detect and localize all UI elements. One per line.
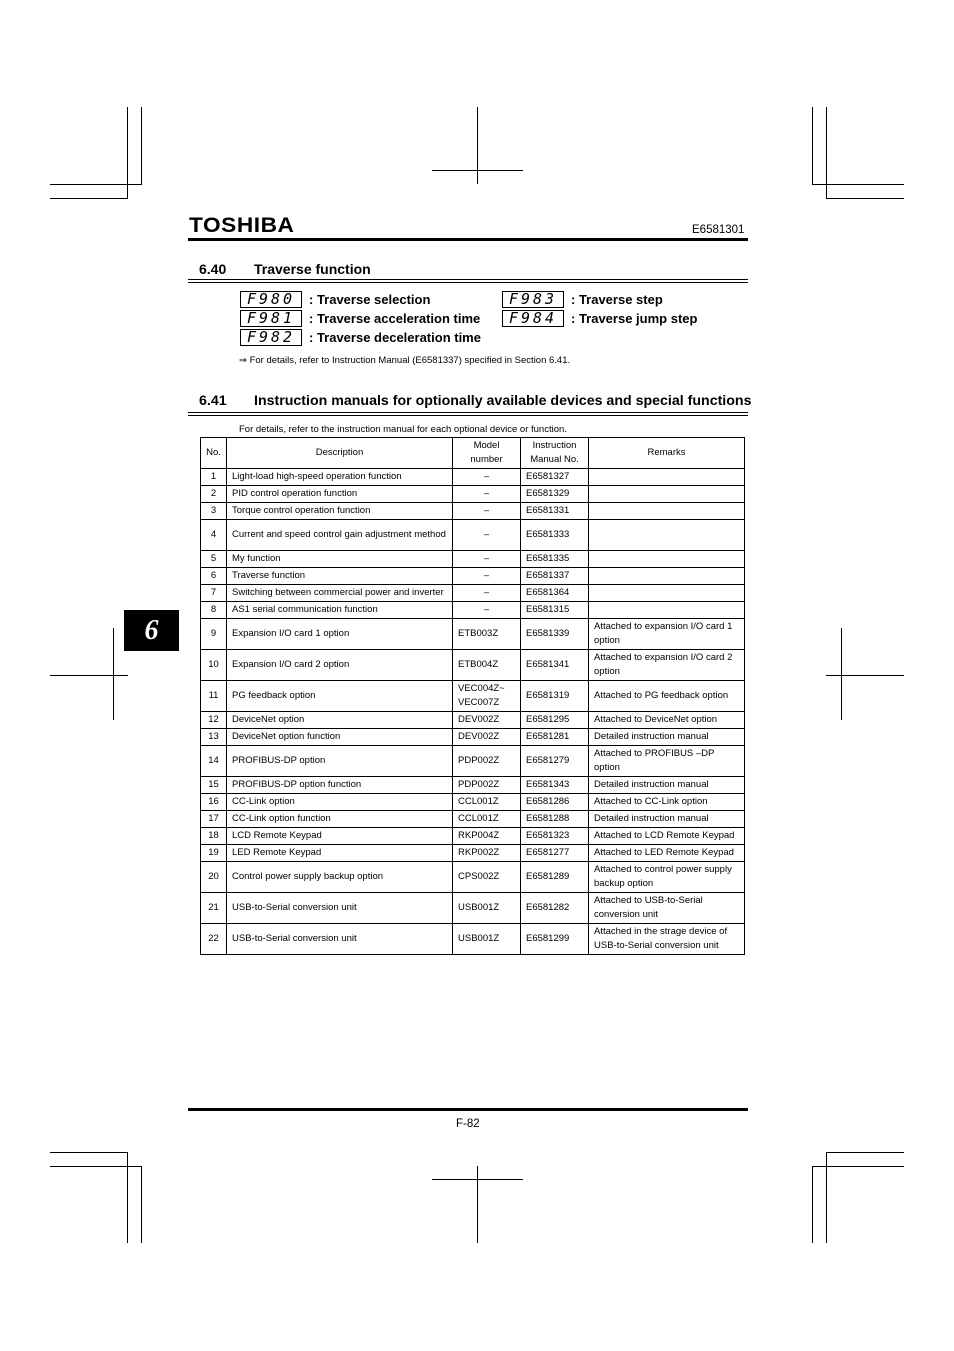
col-header-remarks: Remarks (589, 438, 745, 469)
cell-model: ETB004Z (453, 650, 521, 681)
cell-remarks: Attached in the strage device of USB-to-Serial conversion unit (589, 924, 745, 955)
cell-model: – (453, 602, 521, 619)
table-row (201, 845, 745, 862)
table-row (201, 712, 745, 729)
cell-no: 4 (201, 520, 227, 551)
cell-model: ETB003Z (453, 619, 521, 650)
cell-remarks (589, 486, 745, 503)
cell-model: – (453, 585, 521, 602)
section-640-title: Traverse function (254, 261, 371, 277)
cell-remarks: Attached to LED Remote Keypad (589, 845, 745, 862)
cell-remarks (589, 602, 745, 619)
cell-model: RKP004Z (453, 828, 521, 845)
cell-model: – (453, 520, 521, 551)
cell-manual: E6581286 (521, 794, 589, 811)
cell-description: PROFIBUS-DP option function (227, 777, 453, 794)
cell-remarks: Detailed instruction manual (589, 729, 745, 746)
cell-manual: E6581339 (521, 619, 589, 650)
cell-no: 18 (201, 828, 227, 845)
param-label-f982: : Traverse deceleration time (309, 330, 481, 345)
cell-no: 21 (201, 893, 227, 924)
section-640-heading (199, 261, 371, 277)
cell-manual: E6581277 (521, 845, 589, 862)
cell-remarks (589, 520, 745, 551)
table-row (201, 650, 745, 681)
cell-manual: E6581279 (521, 746, 589, 777)
cell-description: Traverse function (227, 568, 453, 585)
cell-remarks: Attached to LCD Remote Keypad (589, 828, 745, 845)
param-label-f981: : Traverse acceleration time (309, 311, 481, 326)
table-row (201, 893, 745, 924)
cell-remarks (589, 568, 745, 585)
cell-remarks (589, 551, 745, 568)
cell-remarks: Attached to expansion I/O card 1 option (589, 619, 745, 650)
cell-description: CC-Link option function (227, 811, 453, 828)
cell-model: – (453, 568, 521, 585)
cell-description: Switching between commercial power and inverter (227, 585, 453, 602)
cell-manual: E6581289 (521, 862, 589, 893)
cell-no: 7 (201, 585, 227, 602)
table-row (201, 585, 745, 602)
cell-model: – (453, 469, 521, 486)
section-641-rule-lower (188, 415, 748, 416)
col-header-no: No. (201, 438, 227, 469)
cell-description: Light-load high-speed operation function (227, 469, 453, 486)
section-641-rule-upper (188, 412, 748, 413)
param-f981 (240, 310, 480, 327)
cell-model: PDP002Z (453, 777, 521, 794)
section-640-number: 6.40 (199, 261, 227, 277)
section-640-rule-lower (188, 282, 748, 283)
cell-description: AS1 serial communication function (227, 602, 453, 619)
brand-logo: TOSHIBA (189, 214, 295, 237)
cell-model: CCL001Z (453, 811, 521, 828)
table-row (201, 729, 745, 746)
section-640-note: ⇒ For details, refer to Instruction Manual (E6581337) specified in Section 6.41. (239, 355, 571, 366)
table-row (201, 862, 745, 893)
cell-no: 9 (201, 619, 227, 650)
cell-remarks: Attached to PG feedback option (589, 681, 745, 712)
cell-manual: E6581295 (521, 712, 589, 729)
cell-manual: E6581331 (521, 503, 589, 520)
table-row (201, 469, 745, 486)
section-641-heading (199, 393, 751, 409)
cell-model: – (453, 503, 521, 520)
cell-description: USB-to-Serial conversion unit (227, 893, 453, 924)
cell-description: My function (227, 551, 453, 568)
cell-manual: E6581364 (521, 585, 589, 602)
cell-model: DEV002Z (453, 712, 521, 729)
table-row (201, 924, 745, 955)
cell-no: 12 (201, 712, 227, 729)
cell-remarks: Attached to DeviceNet option (589, 712, 745, 729)
table-row (201, 602, 745, 619)
cell-manual: E6581288 (521, 811, 589, 828)
cell-manual: E6581343 (521, 777, 589, 794)
cell-description: Expansion I/O card 2 option (227, 650, 453, 681)
col-header-manual: Instruction Manual No. (521, 438, 589, 469)
col-header-model: Model number (453, 438, 521, 469)
cell-description: CC-Link option (227, 794, 453, 811)
cell-no: 20 (201, 862, 227, 893)
cell-manual: E6581327 (521, 469, 589, 486)
section-641-number: 6.41 (199, 393, 227, 409)
table-row (201, 681, 745, 712)
page-number: F-82 (456, 1118, 480, 1130)
cell-description: Expansion I/O card 1 option (227, 619, 453, 650)
col-header-description: Description (227, 438, 453, 469)
cell-model: RKP002Z (453, 845, 521, 862)
table-row (201, 568, 745, 585)
doc-number: E6581301 (692, 224, 745, 236)
cell-remarks: Attached to control power supply backup option (589, 862, 745, 893)
table-row (201, 811, 745, 828)
param-f983 (502, 291, 663, 308)
param-label-f980: : Traverse selection (309, 292, 431, 307)
cell-no: 1 (201, 469, 227, 486)
cell-description: PROFIBUS-DP option (227, 746, 453, 777)
cell-remarks: Attached to PROFIBUS –DP option (589, 746, 745, 777)
table-row (201, 828, 745, 845)
cell-description: Torque control operation function (227, 503, 453, 520)
cell-model: – (453, 486, 521, 503)
header-rule (188, 238, 748, 241)
footer-rule (188, 1108, 748, 1111)
cell-remarks: Detailed instruction manual (589, 811, 745, 828)
lcd-code-f982: F982 (240, 329, 302, 346)
lcd-code-f981: F981 (240, 310, 302, 327)
cell-remarks (589, 503, 745, 520)
table-row (201, 619, 745, 650)
lcd-code-f984: F984 (502, 310, 564, 327)
cell-manual: E6581315 (521, 602, 589, 619)
cell-description: PG feedback option (227, 681, 453, 712)
cell-no: 19 (201, 845, 227, 862)
cell-no: 11 (201, 681, 227, 712)
table-row (201, 551, 745, 568)
chapter-tab: 6 (124, 610, 179, 651)
section-640-rule-upper (188, 279, 748, 280)
cell-no: 22 (201, 924, 227, 955)
cell-manual: E6581282 (521, 893, 589, 924)
table-row (201, 794, 745, 811)
cell-no: 5 (201, 551, 227, 568)
cell-no: 17 (201, 811, 227, 828)
lcd-code-f983: F983 (502, 291, 564, 308)
cell-manual: E6581335 (521, 551, 589, 568)
cell-no: 15 (201, 777, 227, 794)
cell-description: DeviceNet option (227, 712, 453, 729)
cell-no: 6 (201, 568, 227, 585)
cell-no: 13 (201, 729, 227, 746)
cell-description: LED Remote Keypad (227, 845, 453, 862)
cell-manual: E6581281 (521, 729, 589, 746)
cell-manual: E6581333 (521, 520, 589, 551)
cell-manual: E6581337 (521, 568, 589, 585)
cell-model: PDP002Z (453, 746, 521, 777)
cell-description: Current and speed control gain adjustment method (227, 520, 453, 551)
cell-remarks: Attached to CC-Link option (589, 794, 745, 811)
cell-model: – (453, 551, 521, 568)
cell-manual: E6581341 (521, 650, 589, 681)
cell-model: DEV002Z (453, 729, 521, 746)
cell-model: CCL001Z (453, 794, 521, 811)
table-row (201, 486, 745, 503)
param-f982 (240, 329, 481, 346)
table-header-row (201, 438, 745, 469)
cell-manual: E6581329 (521, 486, 589, 503)
lcd-code-f980: F980 (240, 291, 302, 308)
cell-description: DeviceNet option function (227, 729, 453, 746)
table-row (201, 777, 745, 794)
cell-model: USB001Z (453, 893, 521, 924)
cell-remarks (589, 469, 745, 486)
table-row (201, 520, 745, 551)
manuals-table (200, 437, 745, 955)
cell-remarks: Attached to USB-to-Serial conversion unit (589, 893, 745, 924)
cell-remarks: Detailed instruction manual (589, 777, 745, 794)
cell-no: 16 (201, 794, 227, 811)
cell-remarks: Attached to expansion I/O card 2 option (589, 650, 745, 681)
cell-model: CPS002Z (453, 862, 521, 893)
section-641-intro: For details, refer to the instruction manual for each optional device or function. (239, 424, 567, 435)
cell-model: VEC004Z~ VEC007Z (453, 681, 521, 712)
cell-no: 2 (201, 486, 227, 503)
section-641-title: Instruction manuals for optionally available devices and special functions (254, 393, 752, 409)
param-f984 (502, 310, 697, 327)
cell-description: USB-to-Serial conversion unit (227, 924, 453, 955)
cell-manual: E6581299 (521, 924, 589, 955)
table-row (201, 746, 745, 777)
cell-description: Control power supply backup option (227, 862, 453, 893)
cell-manual: E6581323 (521, 828, 589, 845)
cell-remarks (589, 585, 745, 602)
cell-manual: E6581319 (521, 681, 589, 712)
cell-no: 8 (201, 602, 227, 619)
table-row (201, 503, 745, 520)
param-f980 (240, 291, 430, 308)
param-label-f984: : Traverse jump step (571, 311, 698, 326)
cell-description: PID control operation function (227, 486, 453, 503)
cell-no: 10 (201, 650, 227, 681)
param-label-f983: : Traverse step (571, 292, 663, 307)
cell-no: 14 (201, 746, 227, 777)
cell-description: LCD Remote Keypad (227, 828, 453, 845)
cell-model: USB001Z (453, 924, 521, 955)
cell-no: 3 (201, 503, 227, 520)
